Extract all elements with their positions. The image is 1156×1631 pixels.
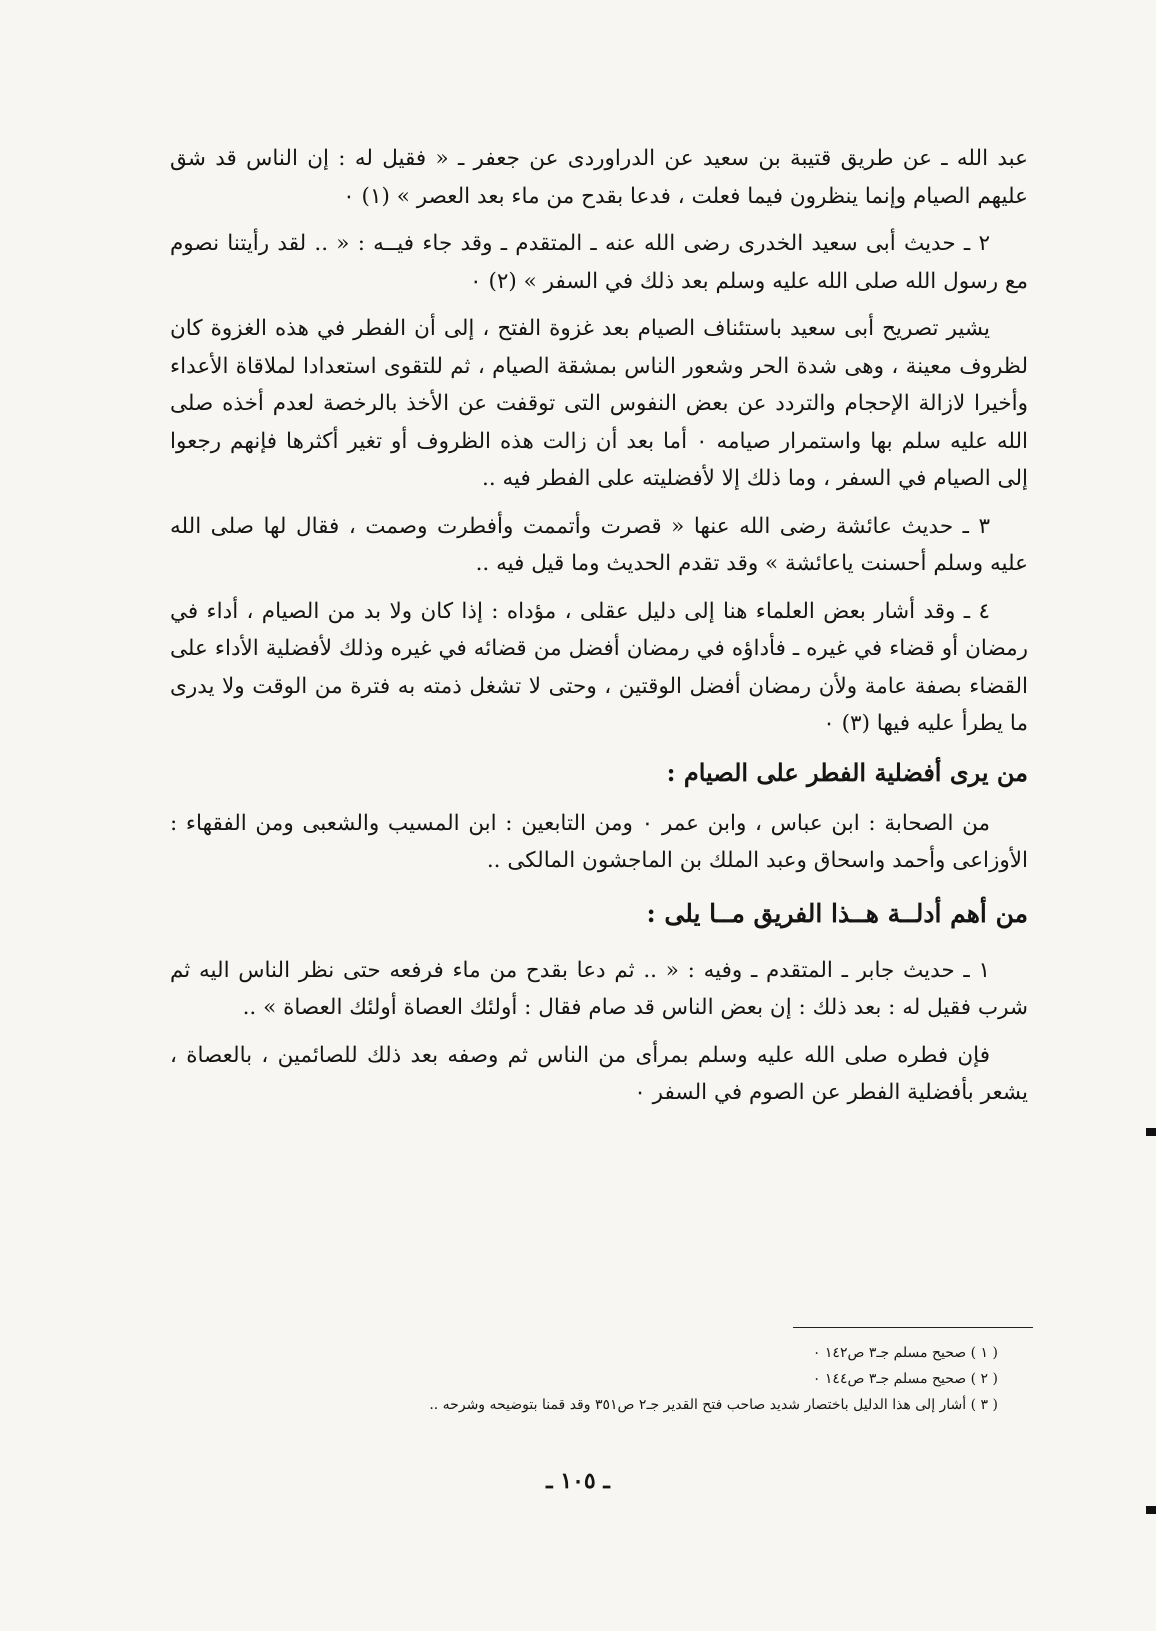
paragraph-commentary: يشير تصريح أبى سعيد باستئناف الصيام بعد غزوة الفتح ، إلى أن الفطر في هذه الغزوة كان لظروف معينة ، وهى شدة الحر وشعور الناس بمشقة الصيام ، ثم للتقوى استعدادا لملاقاة الأعداء وأخيرا لازالة الإحجام والتردد عن بعض النفوس التى توقفت عن الأخذ بالرخصة لعدم أخذه صلى الله عليه سلم بها واستمرار صيامه ٠ أما بعد أن زالت هذه الظروف أو تغير أكثرها فإنهم رجعوا إلى الصيام في السفر ، وما ذلك إلا لأفضليته على الفطر فيه .. — [170, 316, 1029, 491]
paragraph-hadith-jabir: ١ ـ حديث جابر ـ المتقدم ـ وفيه : « .. ثم دعا بقدح من ماء فرفعه حتى نظر الناس اليه ثم شرب فقيل له : بعد ذلك : إن بعض الناس قد صام فقال : أولئك العصاة أولئك العصاة » .. — [170, 957, 1028, 1020]
footnote-1: ( ١ ) صحيح مسلم جـ٣ ص١٤٢ ٠ — [812, 1345, 998, 1361]
paragraph-conclusion: فإن فطره صلى الله عليه وسلم بمرأى من الناس ثم وصفه بعد ذلك للصائمين ، بالعصاة ، يشعر بأفضلية الفطر عن الصوم في السفر ٠ — [170, 1042, 1028, 1105]
paragraph-evidence-4: ٤ ـ وقد أشار بعض العلماء هنا إلى دليل عقلى ، مؤداه : إذا كان ولا بد من الصيام ، أداء في رمضان أو قضاء في غيره ـ فأداؤه في رمضان أفضل من قضائه في غيره وذلك لأفضلية الأداء على القضاء بصفة عامة ولأن رمضان أفضل الوقتين ، وحتى لا تشغل ذمته به فترة من الوقت ولا يدرى ما يطرأ عليه فيها (٣) ٠ — [170, 598, 1028, 736]
paragraph-hadith-2: ٢ ـ حديث أبى سعيد الخدرى رضى الله عنه ـ المتقدم ـ وقد جاء فيــه : « .. لقد رأيتنا نصوم مع رسول الله صلى الله عليه وسلم بعد ذلك في السفر » (٢) ٠ — [170, 231, 1028, 294]
scan-edge-mark — [1146, 1128, 1156, 1136]
footnote-divider — [793, 1327, 1033, 1328]
page-body — [170, 140, 1028, 1122]
section-heading-evidence: من أهم أدلــة هــذا الفريق مــا يلى : — [646, 898, 1028, 928]
section-heading-fatr-preference: من يرى أفضلية الفطر على الصيام : — [666, 757, 1028, 787]
paragraph-hadith-3: ٣ ـ حديث عائشة رضى الله عنها « قصرت وأتممت وأفطرت وصمت ، فقال لها صلى الله عليه وسلم أحسنت ياعائشة » وقد تقدم الحديث وما قيل فيه .. — [170, 513, 1028, 576]
footnote-2: ( ٢ ) صحيح مسلم جـ٣ ص١٤٤ ٠ — [812, 1371, 998, 1387]
paragraph-continuation: عبد الله ـ عن طريق قتيبة بن سعيد عن الدراوردى عن جعفر ـ « فقيل له : إن الناس قد شق عليهم الصيام وإنما ينظرون فيما فعلت ، فدعا بقدح من ماء بعد العصر » (١) ٠ — [170, 146, 1028, 209]
page-number: ـ ١٠٥ ـ — [546, 1468, 610, 1494]
scan-edge-mark — [1146, 1506, 1156, 1514]
paragraph-proponents: من الصحابة : ابن عباس ، وابن عمر ٠ ومن التابعين : ابن المسيب والشعبى ومن الفقهاء : الأوزاعى وأحمد واسحاق وعبد الملك بن الماجشون المالكى .. — [170, 810, 1028, 873]
footnote-3: ( ٣ ) أشار إلى هذا الدليل باختصار شديد صاحب فتح القدير جـ٢ ص٣٥١ وقد قمنا بتوضيحه وشرحه .. — [429, 1397, 998, 1413]
footnotes — [170, 1340, 998, 1418]
